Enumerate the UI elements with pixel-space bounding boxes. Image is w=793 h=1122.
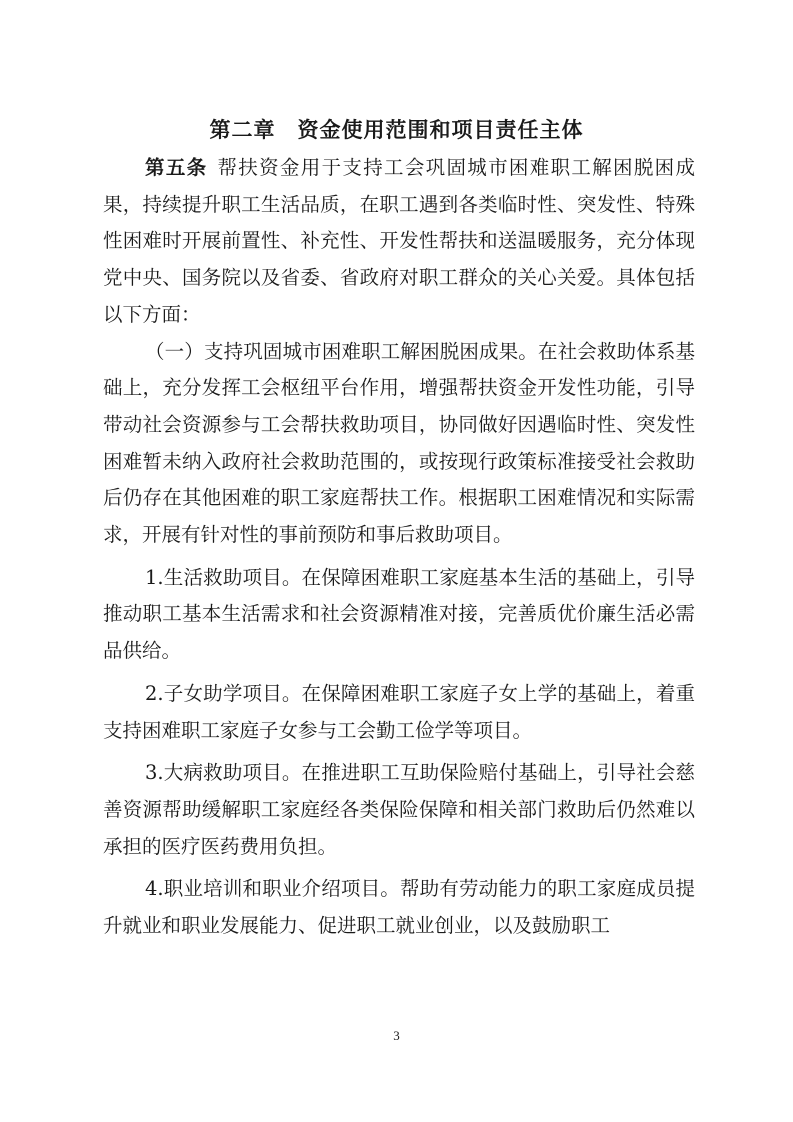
- page-number: 3: [393, 1028, 400, 1043]
- document-body: [103, 150, 695, 945]
- list-item-paragraph: 3.大病救助项目。在推进职工互助保险赔付基础上，引导社会慈善资源帮助缓解职工家庭经各类保险保障和相关部门救助后仍然难以承担的医疗医药费用负担。: [103, 761, 695, 858]
- list-item-paragraph: 4.职业培训和职业介绍项目。帮助有劳动能力的职工家庭成员提升就业和职业发展能力、促进职工就业创业，以及鼓励职工: [103, 877, 695, 938]
- chapter-title: 第二章 资金使用范围和项目责任主体: [209, 118, 584, 142]
- list-item-paragraph: 2.子女助学项目。在保障困难职工家庭子女上学的基础上，着重支持困难职工家庭子女参与工会勤工俭学等项目。: [103, 681, 695, 742]
- article-paragraph: [103, 150, 695, 334]
- list-item-paragraph: （一）支持巩固城市困难职工解困脱困成果。在社会救助体系基础上，充分发挥工会枢纽平台作用，增强帮扶资金开发性功能，引导带动社会资源参与工会帮扶救助项目，协同做好因遇临时性、突发性困难暂未纳入政府社会救助范围的，或按现行政策标准接受社会救助后仍存在其他困难的职工家庭帮扶工作。根据职工困难情况和实际需求，开展有针对性的事前预防和事后救助项目。: [103, 339, 695, 547]
- article-text: 帮扶资金用于支持工会巩固城市困难职工解困脱困成果，持续提升职工生活品质，在职工遇到各类临时性、突发性、特殊性困难时开展前置性、补充性、开发性帮扶和送温暖服务，充分体现党中央、国务院以及省委、省政府对职工群众的关心关爱。具体包括以下方面：: [103, 156, 695, 326]
- list-item-paragraph: 1.生活救助项目。在保障困难职工家庭基本生活的基础上，引导推动职工基本生活需求和社会资源精准对接，完善质优价廉生活必需品供给。: [103, 565, 695, 663]
- article-label: 第五条: [145, 156, 208, 179]
